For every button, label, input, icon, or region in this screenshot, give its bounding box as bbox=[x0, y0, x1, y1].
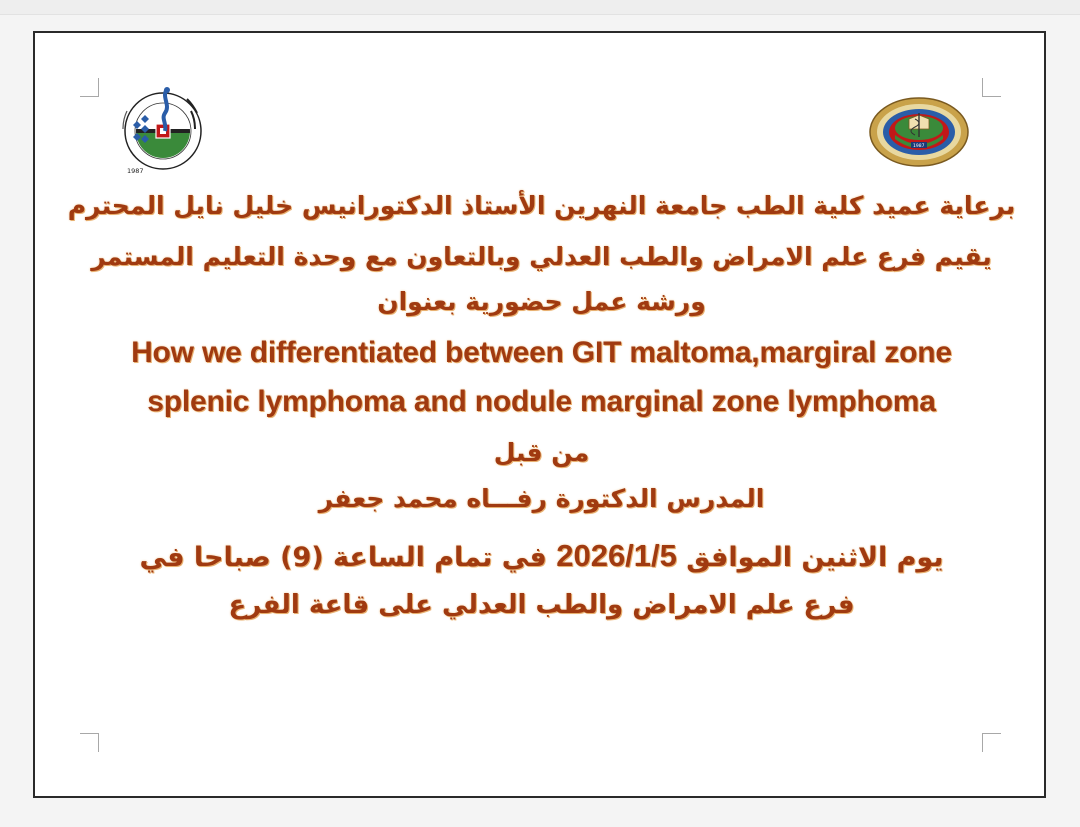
document-page bbox=[33, 31, 1046, 798]
margin-corner-bottom-left bbox=[80, 733, 99, 752]
location-line: فرع علم الامراض والطب العدلي على قاعة الفرع bbox=[228, 590, 855, 620]
schedule-line bbox=[35, 538, 1048, 574]
college-logo bbox=[867, 95, 971, 169]
schedule-day: يوم الاثنين الموافق bbox=[686, 542, 944, 573]
margin-corner-top-right bbox=[982, 78, 1001, 97]
margin-corner-top-left bbox=[80, 78, 99, 97]
top-bar bbox=[0, 0, 1080, 15]
logo-right-year: 1987 bbox=[913, 144, 925, 149]
margin-corner-bottom-right bbox=[982, 733, 1001, 752]
workshop-title-line1: How we differentiated between GIT maltoma,margiral zone bbox=[131, 336, 952, 369]
schedule-date: 2026/1/5 bbox=[556, 538, 677, 573]
schedule-time: في تمام الساعة (9) صباحا في bbox=[139, 542, 547, 573]
presenter-line: المدرس الدكتورة رفـــاه محمد جعفر bbox=[318, 484, 765, 513]
university-logo bbox=[105, 81, 221, 175]
workshop-line: ورشة عمل حضورية بعنوان bbox=[377, 287, 706, 316]
patronage-line: برعاية عميد كلية الطب جامعة النهرين الأستاذ الدكتورانيس خليل نايل المحترم bbox=[67, 191, 1016, 220]
logo-left-year: 1987 bbox=[127, 167, 144, 175]
organizer-line: يقيم فرع علم الامراض والطب العدلي وبالتعاون مع وحدة التعليم المستمر bbox=[91, 242, 992, 271]
by-line: من قبل bbox=[493, 438, 590, 467]
workshop-title-line2: splenic lymphoma and nodule marginal zone lymphoma bbox=[147, 385, 936, 418]
